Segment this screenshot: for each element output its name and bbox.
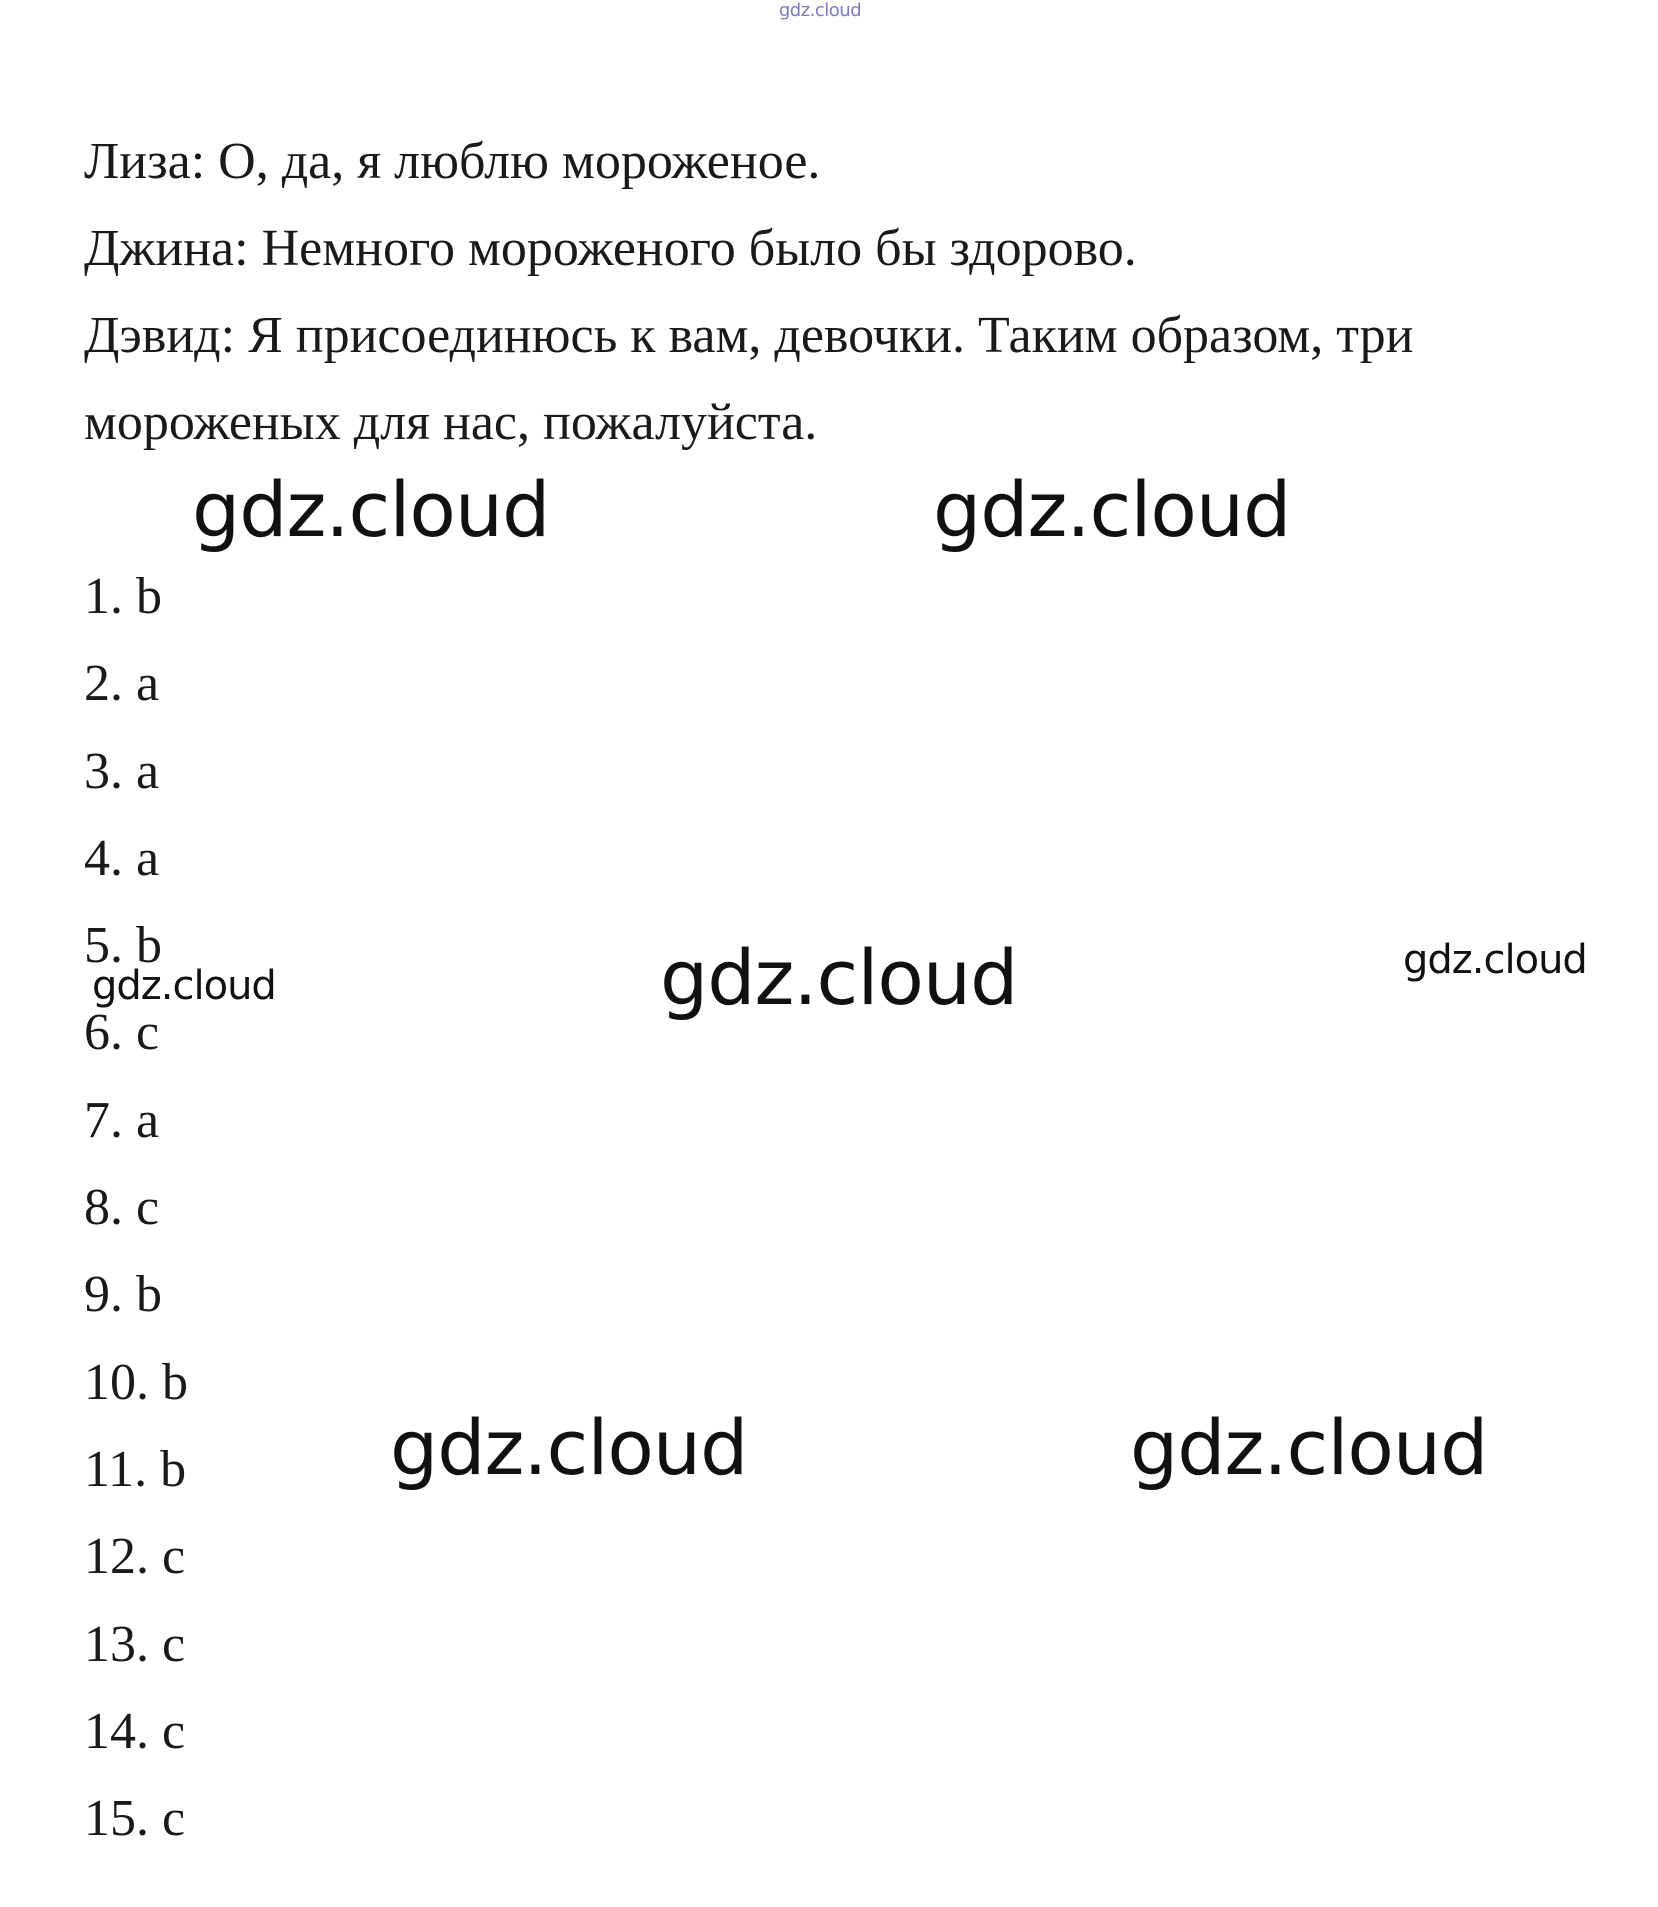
- watermark-text: gdz.cloud: [1130, 1403, 1488, 1492]
- answer-item: 1. b: [84, 568, 162, 625]
- answer-item: 13. c: [84, 1615, 186, 1673]
- dialogue-block: [84, 118, 1604, 466]
- answer-item: 5. b: [84, 917, 162, 975]
- answer-item: 11. b: [84, 1440, 187, 1498]
- dialogue-line: Лиза: О, да, я люблю мороженое.: [84, 133, 821, 190]
- answer-item: 2. a: [84, 655, 160, 713]
- watermark-text: gdz.cloud: [390, 1403, 748, 1492]
- answer-item: 14. c: [84, 1702, 186, 1760]
- watermark-text: gdz.cloud: [192, 465, 550, 554]
- answer-item: 6. c: [84, 1004, 160, 1062]
- answer-item: 15. c: [84, 1790, 186, 1848]
- answer-item: 10. b: [84, 1353, 188, 1411]
- answer-item: 12. c: [84, 1528, 186, 1586]
- answer-item: 4. a: [84, 829, 160, 887]
- dialogue-line: Дэвид: Я присоединюсь к вам, девочки. Таким образом, три мороженых для нас, пожалуйста.: [84, 307, 1414, 451]
- watermark-text: gdz.cloud: [933, 465, 1291, 554]
- top-watermark: gdz.cloud: [778, 0, 862, 21]
- watermark-text: gdz.cloud: [660, 933, 1018, 1022]
- answer-item: 3. a: [84, 742, 160, 800]
- answer-item: 7. a: [84, 1091, 160, 1149]
- answer-list: [84, 553, 188, 1862]
- answer-item: 8. c: [84, 1179, 160, 1237]
- answer-item: 9. b: [84, 1266, 162, 1324]
- watermark-text: gdz.cloud: [92, 963, 276, 1009]
- dialogue-line: Джина: Немного мороженого было бы здорово.: [84, 220, 1137, 277]
- watermark-text: gdz.cloud: [1403, 937, 1587, 983]
